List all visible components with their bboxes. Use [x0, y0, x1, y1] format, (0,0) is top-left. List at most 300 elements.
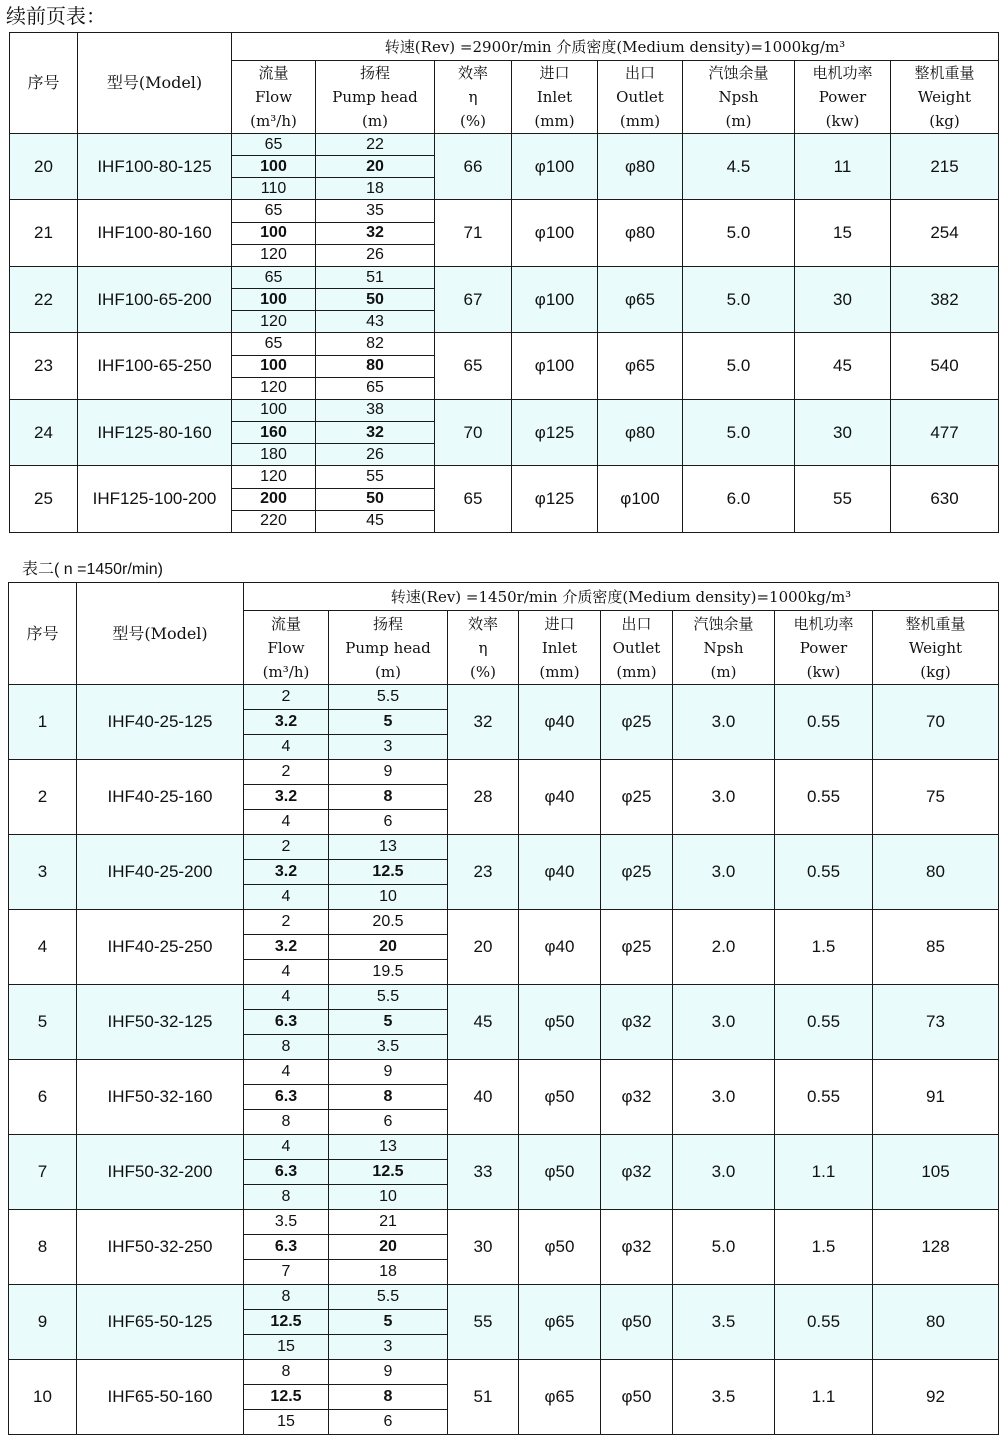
table-two-caption: 表二( n =1450r/min): [22, 561, 163, 578]
outlet-cell: φ80: [598, 200, 683, 266]
table-row: [9, 835, 999, 860]
flow-cell: 4: [244, 735, 329, 760]
weight-header-line: Weight: [917, 88, 972, 106]
weight-cell: 80: [873, 1285, 999, 1360]
table-row: [9, 1360, 999, 1385]
outlet-cell: φ50: [601, 1360, 673, 1435]
head-cell: 5: [329, 1010, 448, 1035]
flow-cell: 160: [232, 422, 316, 444]
weight-cell: 92: [873, 1360, 999, 1435]
table-row: [10, 200, 999, 222]
flow-cell: 8: [244, 1360, 329, 1385]
efficiency-header-line: 效率: [457, 64, 488, 82]
flow-header: [232, 61, 316, 134]
model-cell: IHF100-80-125: [78, 134, 232, 200]
flow-cell: 8: [244, 1035, 329, 1060]
flow-cell: 100: [232, 399, 316, 421]
outlet-cell: φ50: [601, 1285, 673, 1360]
weight-header: [891, 61, 999, 134]
npsh-cell: 3.0: [673, 1060, 775, 1135]
efficiency-header-line: η: [478, 638, 488, 657]
row-number: 5: [9, 985, 77, 1060]
head-cell: 5: [329, 710, 448, 735]
efficiency-cell: 33: [448, 1135, 519, 1210]
weight-header: [873, 611, 999, 685]
flow-cell: 100: [232, 222, 316, 244]
power-header-line: 电机功率: [812, 64, 873, 82]
weight-cell: 91: [873, 1060, 999, 1135]
row-number: 23: [10, 333, 78, 399]
row-number: 21: [10, 200, 78, 266]
outlet-cell: φ32: [601, 1060, 673, 1135]
flow-cell: 120: [232, 377, 316, 399]
head-cell: 50: [316, 488, 435, 510]
model-cell: IHF100-80-160: [78, 200, 232, 266]
head-cell: 38: [316, 399, 435, 421]
power-cell: 1.1: [775, 1135, 873, 1210]
head-cell: 32: [316, 422, 435, 444]
outlet-cell: φ32: [601, 1210, 673, 1285]
model-cell: IHF125-80-160: [78, 399, 232, 465]
flow-cell: 4: [244, 985, 329, 1010]
flow-cell: 3.2: [244, 935, 329, 960]
flow-cell: 120: [232, 466, 316, 488]
power-cell: 15: [795, 200, 891, 266]
model-cell: IHF50-32-200: [77, 1135, 244, 1210]
flow-cell: 6.3: [244, 1160, 329, 1185]
row-number: 9: [9, 1285, 77, 1360]
power-cell: 55: [795, 466, 891, 532]
efficiency-cell: 51: [448, 1360, 519, 1435]
row-number: 24: [10, 399, 78, 465]
head-cell: 3: [329, 1335, 448, 1360]
head-cell: 21: [329, 1210, 448, 1235]
power-cell: 0.55: [775, 1285, 873, 1360]
head-cell: 6: [329, 1110, 448, 1135]
weight-header-line: 整机重量: [905, 614, 966, 633]
inlet-cell: φ125: [512, 399, 598, 465]
model-cell: IHF50-32-125: [77, 985, 244, 1060]
flow-cell: 4: [244, 885, 329, 910]
flow-cell: 100: [232, 355, 316, 377]
flow-cell: 180: [232, 444, 316, 466]
outlet-header: [598, 61, 683, 134]
head-cell: 20: [329, 1235, 448, 1260]
inlet-header: [519, 611, 601, 685]
flow-header: [244, 611, 329, 685]
power-cell: 0.55: [775, 835, 873, 910]
flow-cell: 2: [244, 685, 329, 710]
inlet-cell: φ50: [519, 985, 601, 1060]
weight-cell: 254: [891, 200, 999, 266]
outlet-cell: φ65: [598, 333, 683, 399]
weight-cell: 73: [873, 985, 999, 1060]
npsh-cell: 2.0: [673, 910, 775, 985]
head-cell: 20: [329, 935, 448, 960]
flow-cell: 6.3: [244, 1235, 329, 1260]
flow-header-line: 流量: [270, 614, 301, 633]
head-cell: 65: [316, 377, 435, 399]
table-row: [9, 1285, 999, 1310]
npsh-cell: 5.0: [683, 333, 795, 399]
model-cell: IHF100-65-200: [78, 266, 232, 332]
inlet-header-line: (mm): [534, 112, 575, 130]
power-header-line: Power: [799, 638, 848, 657]
inlet-header-line: (mm): [539, 662, 580, 681]
efficiency-cell: 30: [448, 1210, 519, 1285]
flow-cell: 3.5: [244, 1210, 329, 1235]
head-cell: 13: [329, 1135, 448, 1160]
inlet-cell: φ65: [519, 1285, 601, 1360]
head-cell: 18: [316, 178, 435, 200]
flow-cell: 3.2: [244, 785, 329, 810]
flow-header-line: (m³/h): [262, 662, 310, 681]
inlet-cell: φ100: [512, 333, 598, 399]
npsh-header: [673, 611, 775, 685]
head-cell: 6: [329, 1410, 448, 1435]
head-cell: 80: [316, 355, 435, 377]
pump-head-header: [329, 611, 448, 685]
head-cell: 22: [316, 134, 435, 156]
outlet-cell: φ65: [598, 266, 683, 332]
row-number: 1: [9, 685, 77, 760]
head-cell: 45: [316, 510, 435, 532]
efficiency-cell: 66: [435, 134, 512, 200]
weight-cell: 128: [873, 1210, 999, 1285]
head-cell: 20: [316, 156, 435, 178]
head-cell: 82: [316, 333, 435, 355]
head-cell: 3: [329, 735, 448, 760]
power-cell: 0.55: [775, 685, 873, 760]
power-header-line: Power: [818, 88, 867, 106]
npsh-cell: 3.0: [673, 760, 775, 835]
power-header-line: 电机功率: [793, 614, 854, 633]
efficiency-cell: 28: [448, 760, 519, 835]
model-cell: IHF50-32-160: [77, 1060, 244, 1135]
flow-cell: 65: [232, 333, 316, 355]
model-cell: IHF65-50-160: [77, 1360, 244, 1435]
outlet-cell: φ25: [601, 685, 673, 760]
flow-cell: 200: [232, 488, 316, 510]
npsh-cell: 3.0: [673, 685, 775, 760]
weight-cell: 70: [873, 685, 999, 760]
flow-cell: 3.2: [244, 710, 329, 735]
inlet-cell: φ125: [512, 466, 598, 532]
outlet-cell: φ25: [601, 910, 673, 985]
flow-cell: 120: [232, 311, 316, 333]
outlet-cell: φ80: [598, 399, 683, 465]
npsh-cell: 3.0: [673, 1135, 775, 1210]
outlet-cell: φ80: [598, 134, 683, 200]
flow-cell: 120: [232, 244, 316, 266]
npsh-cell: 4.5: [683, 134, 795, 200]
outlet-header-line: 出口: [621, 614, 652, 633]
efficiency-header: [435, 61, 512, 134]
flow-header-line: (m³/h): [250, 112, 297, 130]
row-number: 6: [9, 1060, 77, 1135]
head-cell: 50: [316, 289, 435, 311]
head-cell: 26: [316, 244, 435, 266]
table-row: [9, 1060, 999, 1085]
power-cell: 30: [795, 266, 891, 332]
header-row: [9, 583, 999, 611]
flow-cell: 65: [232, 266, 316, 288]
efficiency-header-line: 效率: [467, 614, 498, 633]
power-cell: 0.55: [775, 985, 873, 1060]
head-cell: 12.5: [329, 1160, 448, 1185]
model-cell: IHF40-25-200: [77, 835, 244, 910]
npsh-cell: 3.0: [673, 985, 775, 1060]
weight-header-line: 整机重量: [914, 64, 975, 82]
row-number: 7: [9, 1135, 77, 1210]
flow-cell: 8: [244, 1285, 329, 1310]
inlet-cell: φ50: [519, 1060, 601, 1135]
pump-head-header: [316, 61, 435, 134]
flow-cell: 4: [244, 1060, 329, 1085]
outlet-cell: φ25: [601, 835, 673, 910]
pump-head-header-line: (m): [362, 112, 388, 130]
weight-header-line: (kg): [929, 112, 960, 130]
flow-header-line: Flow: [254, 88, 293, 106]
head-cell: 5: [329, 1310, 448, 1335]
weight-cell: 540: [891, 333, 999, 399]
flow-header-line: Flow: [267, 638, 305, 657]
outlet-cell: φ25: [601, 760, 673, 835]
power-cell: 1.1: [775, 1360, 873, 1435]
inlet-cell: φ100: [512, 266, 598, 332]
table-row: [10, 134, 999, 156]
weight-cell: 80: [873, 835, 999, 910]
efficiency-cell: 65: [435, 466, 512, 532]
npsh-header-line: Npsh: [718, 88, 759, 106]
flow-cell: 3.2: [244, 860, 329, 885]
flow-cell: 12.5: [244, 1385, 329, 1410]
npsh-header-line: (m): [725, 112, 752, 130]
head-cell: 19.5: [329, 960, 448, 985]
flow-cell: 7: [244, 1260, 329, 1285]
head-cell: 13: [329, 835, 448, 860]
pump-head-header-line: 扬程: [372, 614, 403, 633]
flow-cell: 15: [244, 1335, 329, 1360]
row-number: 22: [10, 266, 78, 332]
model-header: 型号(Model): [78, 33, 232, 134]
outlet-header: [601, 611, 673, 685]
head-cell: 8: [329, 785, 448, 810]
power-cell: 11: [795, 134, 891, 200]
inlet-cell: φ50: [519, 1210, 601, 1285]
head-cell: 5.5: [329, 985, 448, 1010]
outlet-header-line: (mm): [619, 112, 661, 130]
efficiency-header-line: (%): [460, 112, 486, 130]
efficiency-header-line: η: [468, 88, 478, 106]
power-header: [795, 61, 891, 134]
inlet-header: [512, 61, 598, 134]
outlet-header-line: Outlet: [612, 638, 661, 657]
weight-header-line: Weight: [908, 638, 963, 657]
flow-header-line: 流量: [258, 64, 289, 82]
flow-cell: 2: [244, 835, 329, 860]
flow-cell: 100: [232, 156, 316, 178]
npsh-cell: 6.0: [683, 466, 795, 532]
pump-head-header-line: 扬程: [359, 64, 390, 82]
efficiency-cell: 40: [448, 1060, 519, 1135]
head-cell: 3.5: [329, 1035, 448, 1060]
weight-cell: 630: [891, 466, 999, 532]
outlet-header-line: Outlet: [616, 88, 664, 106]
flow-cell: 12.5: [244, 1310, 329, 1335]
head-cell: 35: [316, 200, 435, 222]
npsh-cell: 5.0: [683, 399, 795, 465]
flow-cell: 220: [232, 510, 316, 532]
weight-cell: 215: [891, 134, 999, 200]
power-cell: 1.5: [775, 1210, 873, 1285]
head-cell: 32: [316, 222, 435, 244]
inlet-cell: φ100: [512, 200, 598, 266]
efficiency-header: [448, 611, 519, 685]
head-cell: 9: [329, 760, 448, 785]
npsh-cell: 5.0: [683, 266, 795, 332]
weight-header-line: (kg): [920, 662, 951, 681]
power-cell: 30: [795, 399, 891, 465]
flow-cell: 15: [244, 1410, 329, 1435]
flow-cell: 4: [244, 810, 329, 835]
efficiency-cell: 32: [448, 685, 519, 760]
head-cell: 6: [329, 810, 448, 835]
npsh-header-line: (m): [710, 662, 737, 681]
table-row: [9, 1210, 999, 1235]
efficiency-cell: 71: [435, 200, 512, 266]
inlet-cell: φ40: [519, 910, 601, 985]
model-cell: IHF40-25-160: [77, 760, 244, 835]
power-cell: 0.55: [775, 760, 873, 835]
head-cell: 8: [329, 1385, 448, 1410]
inlet-header-line: Inlet: [536, 88, 573, 106]
speed-density-header: 转速(Rev) =2900r/min 介质密度(Medium density)=1000kg/m³: [232, 33, 999, 61]
flow-cell: 4: [244, 1135, 329, 1160]
flow-cell: 8: [244, 1110, 329, 1135]
weight-cell: 105: [873, 1135, 999, 1210]
header-row: [10, 33, 999, 61]
pump-head-header-line: (m): [375, 662, 401, 681]
head-cell: 5.5: [329, 685, 448, 710]
table-row: [9, 1135, 999, 1160]
model-cell: IHF40-25-125: [77, 685, 244, 760]
npsh-cell: 3.0: [673, 835, 775, 910]
npsh-header-line: 汽蚀余量: [693, 614, 754, 633]
table-row: [10, 333, 999, 355]
power-cell: 45: [795, 333, 891, 399]
model-header: 型号(Model): [77, 583, 244, 685]
row-number: 10: [9, 1360, 77, 1435]
npsh-header-line: 汽蚀余量: [708, 64, 769, 82]
npsh-cell: 5.0: [673, 1210, 775, 1285]
head-cell: 43: [316, 311, 435, 333]
npsh-header: [683, 61, 795, 134]
row-number: 2: [9, 760, 77, 835]
table-row: [9, 985, 999, 1010]
model-cell: IHF65-50-125: [77, 1285, 244, 1360]
table-row: [9, 760, 999, 785]
outlet-header-line: 出口: [624, 64, 655, 82]
efficiency-cell: 55: [448, 1285, 519, 1360]
pump-head-header-line: Pump head: [345, 638, 431, 657]
pump-spec-table-2900: [9, 32, 999, 533]
weight-cell: 85: [873, 910, 999, 985]
table-row: [10, 466, 999, 488]
flow-cell: 110: [232, 178, 316, 200]
flow-cell: 6.3: [244, 1085, 329, 1110]
flow-cell: 2: [244, 910, 329, 935]
pump-head-header-line: Pump head: [332, 88, 418, 106]
continued-table-caption: 续前页表：: [6, 4, 106, 28]
head-cell: 5.5: [329, 1285, 448, 1310]
npsh-cell: 3.5: [673, 1285, 775, 1360]
speed-density-header: 转速(Rev) =1450r/min 介质密度(Medium density)=1000kg/m³: [244, 583, 999, 611]
flow-cell: 6.3: [244, 1010, 329, 1035]
power-cell: 1.5: [775, 910, 873, 985]
head-cell: 12.5: [329, 860, 448, 885]
efficiency-cell: 45: [448, 985, 519, 1060]
power-header-line: (kw): [806, 662, 841, 681]
row-number: 8: [9, 1210, 77, 1285]
head-cell: 10: [329, 1185, 448, 1210]
inlet-cell: φ65: [519, 1360, 601, 1435]
npsh-cell: 5.0: [683, 200, 795, 266]
head-cell: 51: [316, 266, 435, 288]
power-cell: 0.55: [775, 1060, 873, 1135]
power-header-line: (kw): [825, 112, 860, 130]
flow-cell: 65: [232, 134, 316, 156]
head-cell: 26: [316, 444, 435, 466]
outlet-cell: φ32: [601, 1135, 673, 1210]
table-row: [9, 685, 999, 710]
flow-cell: 4: [244, 960, 329, 985]
flow-cell: 65: [232, 200, 316, 222]
inlet-cell: φ40: [519, 685, 601, 760]
pump-spec-table-1450: [8, 582, 999, 1435]
flow-cell: 8: [244, 1185, 329, 1210]
head-cell: 9: [329, 1360, 448, 1385]
flow-cell: 100: [232, 289, 316, 311]
efficiency-cell: 65: [435, 333, 512, 399]
table-row: [10, 399, 999, 421]
head-cell: 55: [316, 466, 435, 488]
head-cell: 10: [329, 885, 448, 910]
outlet-cell: φ100: [598, 466, 683, 532]
model-cell: IHF100-65-250: [78, 333, 232, 399]
outlet-cell: φ32: [601, 985, 673, 1060]
head-cell: 20.5: [329, 910, 448, 935]
row-number: 4: [9, 910, 77, 985]
model-cell: IHF125-100-200: [78, 466, 232, 532]
efficiency-cell: 23: [448, 835, 519, 910]
weight-cell: 382: [891, 266, 999, 332]
efficiency-cell: 70: [435, 399, 512, 465]
head-cell: 18: [329, 1260, 448, 1285]
seq-header: 序号: [9, 583, 77, 685]
flow-cell: 2: [244, 760, 329, 785]
row-number: 25: [10, 466, 78, 532]
table-row: [10, 266, 999, 288]
efficiency-header-line: (%): [470, 662, 496, 681]
model-cell: IHF40-25-250: [77, 910, 244, 985]
weight-cell: 477: [891, 399, 999, 465]
inlet-cell: φ100: [512, 134, 598, 200]
power-header: [775, 611, 873, 685]
inlet-header-line: 进口: [539, 64, 570, 82]
inlet-cell: φ50: [519, 1135, 601, 1210]
inlet-cell: φ40: [519, 760, 601, 835]
